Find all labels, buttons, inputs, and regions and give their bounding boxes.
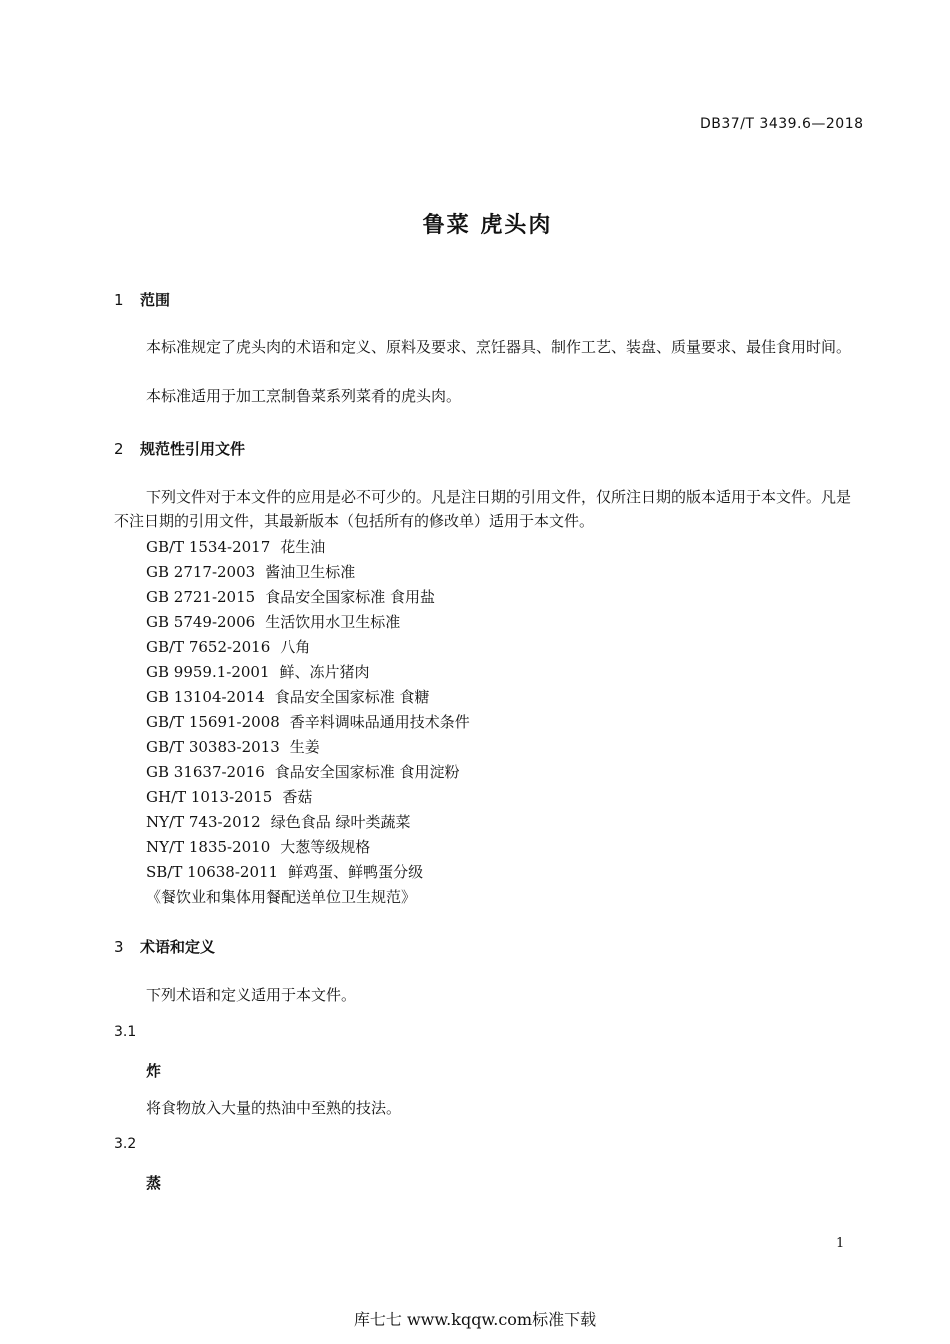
reference-code: GB/T 15691-2008 xyxy=(146,713,280,731)
paragraph: 下列文件对于本文件的应用是必不可少的。凡是注日期的引用文件，仅所注日期的版本适用于本文件。凡是不注日期的引用文件，其最新版本（包括所有的修改单）适用于本文件。 xyxy=(114,488,852,530)
term-title: 炸 xyxy=(146,1062,162,1080)
reference-code: GB 13104-2014 xyxy=(146,688,265,706)
reference-item xyxy=(146,586,435,607)
reference-name: 食品安全国家标准 食糖 xyxy=(274,688,430,706)
reference-name: 食品安全国家标准 食用淀粉 xyxy=(274,763,460,781)
section-1-heading xyxy=(114,289,170,310)
reference-code: GB/T 7652-2016 xyxy=(146,638,271,656)
page-number: 1 xyxy=(836,1236,845,1251)
reference-code: GB/T 1534-2017 xyxy=(146,538,271,556)
clause-number: 3.2 xyxy=(114,1136,137,1152)
reference-code: GB 2717-2003 xyxy=(146,563,256,581)
section-title: 范围 xyxy=(140,291,171,309)
document-title: 鲁菜 虎头肉 xyxy=(422,213,553,238)
reference-item xyxy=(146,561,355,582)
paragraph: 本标准适用于加工烹制鲁菜系列菜肴的虎头肉。 xyxy=(146,387,462,405)
standard-code: DB37/T 3439.6—2018 xyxy=(700,116,864,132)
paragraph: 下列术语和定义适用于本文件。 xyxy=(146,986,357,1004)
reference-name: 鲜、冻片猪肉 xyxy=(279,663,370,681)
section-2-heading xyxy=(114,438,245,459)
reference-item xyxy=(146,786,312,807)
reference-name: 香菇 xyxy=(282,788,313,806)
reference-item xyxy=(146,761,460,782)
reference-name: 香辛料调味品通用技术条件 xyxy=(289,713,470,731)
reference-name: 花生油 xyxy=(280,538,326,556)
reference-item xyxy=(146,611,400,632)
reference-code: NY/T 1835-2010 xyxy=(146,838,271,856)
reference-code: NY/T 743-2012 xyxy=(146,813,261,831)
reference-code: GB 9959.1-2001 xyxy=(146,663,270,681)
term-title: 蒸 xyxy=(146,1174,162,1192)
reference-name: 酱油卫生标准 xyxy=(265,563,356,581)
reference-item-regulation: 《餐饮业和集体用餐配送单位卫生规范》 xyxy=(146,888,417,906)
footer-watermark: 库七七 www.kqqw.com标准下载 xyxy=(353,1310,597,1329)
reference-item xyxy=(146,861,423,882)
section-3-heading xyxy=(114,936,215,957)
reference-name: 食品安全国家标准 食用盐 xyxy=(265,588,435,606)
reference-name: 生姜 xyxy=(289,738,320,756)
reference-code: GB/T 30383-2013 xyxy=(146,738,280,756)
reference-item xyxy=(146,686,430,707)
reference-item xyxy=(146,736,320,757)
section-title: 术语和定义 xyxy=(140,938,216,956)
reference-item xyxy=(146,711,470,732)
section-number: 1 xyxy=(114,291,124,309)
reference-code: GB 5749-2006 xyxy=(146,613,256,631)
reference-code: GH/T 1013-2015 xyxy=(146,788,273,806)
section-title: 规范性引用文件 xyxy=(140,440,246,458)
section-number: 3 xyxy=(114,938,124,956)
reference-name: 八角 xyxy=(280,638,311,656)
reference-item xyxy=(146,811,411,832)
reference-code: GB 2721-2015 xyxy=(146,588,256,606)
term-definition: 将食物放入大量的热油中至熟的技法。 xyxy=(146,1099,402,1117)
reference-item xyxy=(146,661,370,682)
reference-code: SB/T 10638-2011 xyxy=(146,863,279,881)
section-number: 2 xyxy=(114,440,124,458)
clause-number: 3.1 xyxy=(114,1024,137,1040)
paragraph: 本标准规定了虎头肉的术语和定义、原料及要求、烹饪器具、制作工艺、装盘、质量要求、最佳食用时间。 xyxy=(146,338,852,356)
reference-item xyxy=(146,536,325,557)
reference-name: 大葱等级规格 xyxy=(280,838,371,856)
reference-name: 绿色食品 绿叶类蔬菜 xyxy=(270,813,411,831)
reference-code: GB 31637-2016 xyxy=(146,763,265,781)
reference-item xyxy=(146,836,370,857)
reference-item xyxy=(146,636,310,657)
reference-name: 鲜鸡蛋、鲜鸭蛋分级 xyxy=(288,863,424,881)
reference-name: 生活饮用水卫生标准 xyxy=(265,613,401,631)
